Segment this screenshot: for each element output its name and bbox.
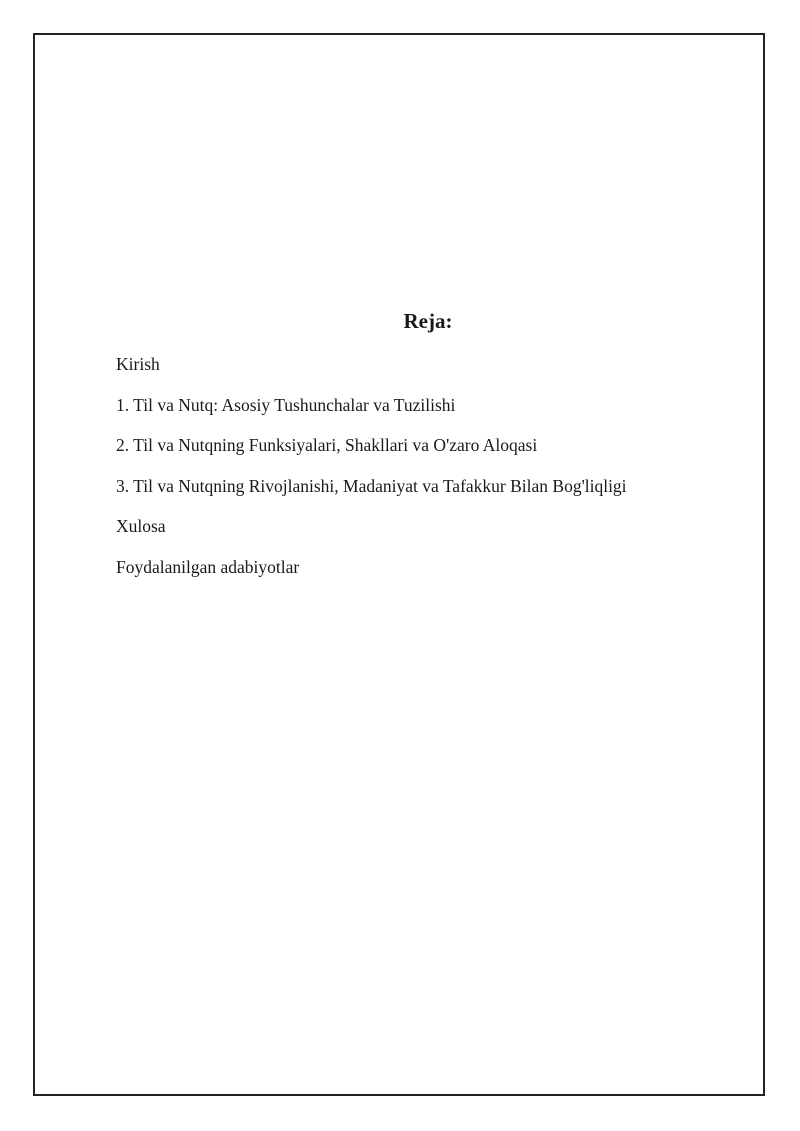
toc-item-chapter-2: 2. Til va Nutqning Funksiyalari, Shakllari va O'zaro Aloqasi (116, 435, 538, 455)
toc-item-introduction: Kirish (116, 354, 160, 374)
toc-item-chapter-1: 1. Til va Nutq: Asosiy Tushunchalar va Tuzilishi (116, 394, 456, 415)
toc-item-conclusion: Xulosa (116, 516, 166, 536)
toc-item-chapter-3: 3. Til va Nutqning Rivojlanishi, Madaniyat va Tafakkur Bilan Bog'liqligi (116, 475, 627, 496)
page-title: Reja: (403, 309, 453, 333)
table-of-contents (116, 352, 627, 595)
toc-item-references: Foydalanilgan adabiyotlar (116, 556, 300, 577)
page-frame (33, 33, 765, 1096)
